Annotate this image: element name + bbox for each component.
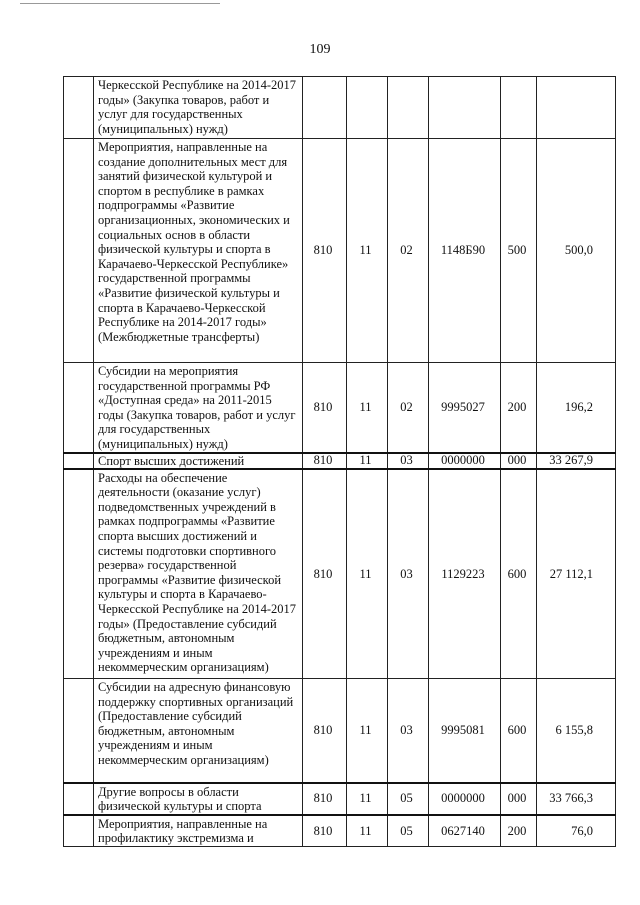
description-cell: Спорт высших достижений — [94, 453, 303, 469]
index-cell — [64, 453, 94, 469]
table-row — [64, 679, 616, 783]
target-cell: 9995081 — [429, 679, 501, 783]
ministry-cell: 810 — [303, 815, 347, 847]
section-cell: 11 — [347, 783, 388, 815]
target-cell: 1148Б90 — [429, 139, 501, 363]
subsection-cell: 03 — [388, 679, 429, 783]
amount-cell: 27 112,1 — [537, 469, 616, 679]
amount-cell: 33 267,9 — [537, 453, 616, 469]
subsection-cell — [388, 77, 429, 139]
expense-type-cell: 600 — [501, 679, 537, 783]
subsection-cell: 03 — [388, 453, 429, 469]
expense-type-cell: 600 — [501, 469, 537, 679]
ministry-cell: 810 — [303, 453, 347, 469]
description-cell: Другие вопросы в области физической культуры и спорта — [94, 783, 303, 815]
subsection-cell: 03 — [388, 469, 429, 679]
target-cell: 9995027 — [429, 363, 501, 453]
section-cell: 11 — [347, 679, 388, 783]
scan-top-line — [20, 3, 220, 4]
target-cell: 0627140 — [429, 815, 501, 847]
description-cell: Черкесской Республике на 2014-2017 годы» (Закупка товаров, работ и услуг для государственных (муниципальных) нужд) — [94, 77, 303, 139]
subsection-cell: 05 — [388, 783, 429, 815]
table-row — [64, 469, 616, 679]
section-cell: 11 — [347, 469, 388, 679]
description-cell: Мероприятия, направленные на профилактику экстремизма и — [94, 815, 303, 847]
section-cell: 11 — [347, 363, 388, 453]
section-cell: 11 — [347, 139, 388, 363]
description-cell: Мероприятия, направленные на создание дополнительных мест для занятий физической культурой и спортом в республике в рамках подпрограммы «Развитие организационных, экономических и социальных основ в области физической культуры и спорта в Карачаево-Черкесской Республике» государственной программы «Развитие физической культуры и спорта в Карачаево-Черкесской Республике на 2014-2017 годы» (Межбюджетные трансферты) — [94, 139, 303, 363]
subsection-cell: 02 — [388, 363, 429, 453]
section-cell: 11 — [347, 453, 388, 469]
index-cell — [64, 815, 94, 847]
budget-table — [63, 76, 616, 847]
description-cell: Расходы на обеспечение деятельности (оказание услуг) подведомственных учреждений в рамках подпрограммы «Развитие спорта высших достижений и системы подготовки спортивного резерва» государственной программы «Развитие физической культуры и спорта в Карачаево-Черкесской Республике на 2014-2017 годы» (Предоставление субсидий бюджетным, автономным учреждениям и иным некоммерческим организациям) — [94, 469, 303, 679]
amount-cell: 33 766,3 — [537, 783, 616, 815]
subsection-cell: 02 — [388, 139, 429, 363]
ministry-cell: 810 — [303, 139, 347, 363]
table-row — [64, 815, 616, 847]
amount-cell: 6 155,8 — [537, 679, 616, 783]
amount-cell: 76,0 — [537, 815, 616, 847]
target-cell: 0000000 — [429, 783, 501, 815]
expense-type-cell: 200 — [501, 363, 537, 453]
target-cell: 0000000 — [429, 453, 501, 469]
index-cell — [64, 363, 94, 453]
target-cell — [429, 77, 501, 139]
expense-type-cell: 000 — [501, 453, 537, 469]
table-row — [64, 139, 616, 363]
index-cell — [64, 139, 94, 363]
section-cell — [347, 77, 388, 139]
table-row — [64, 363, 616, 453]
expense-type-cell — [501, 77, 537, 139]
index-cell — [64, 783, 94, 815]
ministry-cell — [303, 77, 347, 139]
index-cell — [64, 469, 94, 679]
table-row — [64, 453, 616, 469]
index-cell — [64, 679, 94, 783]
ministry-cell: 810 — [303, 363, 347, 453]
ministry-cell: 810 — [303, 469, 347, 679]
amount-cell: 196,2 — [537, 363, 616, 453]
expense-type-cell: 000 — [501, 783, 537, 815]
table-row — [64, 783, 616, 815]
ministry-cell: 810 — [303, 679, 347, 783]
expense-type-cell: 500 — [501, 139, 537, 363]
description-cell: Субсидии на мероприятия государственной программы РФ «Доступная среда» на 2011-2015 годы (Закупка товаров, работ и услуг для государственных (муниципальных) нужд) — [94, 363, 303, 453]
amount-cell — [537, 77, 616, 139]
target-cell: 1129223 — [429, 469, 501, 679]
description-cell: Субсидии на адресную финансовую поддержку спортивных организаций (Предоставление субсидий бюджетным, автономным учреждениям и иным некоммерческим организациям) — [94, 679, 303, 783]
subsection-cell: 05 — [388, 815, 429, 847]
ministry-cell: 810 — [303, 783, 347, 815]
page-number: 109 — [309, 42, 331, 57]
section-cell: 11 — [347, 815, 388, 847]
index-cell — [64, 77, 94, 139]
expense-type-cell: 200 — [501, 815, 537, 847]
table-row — [64, 77, 616, 139]
amount-cell: 500,0 — [537, 139, 616, 363]
